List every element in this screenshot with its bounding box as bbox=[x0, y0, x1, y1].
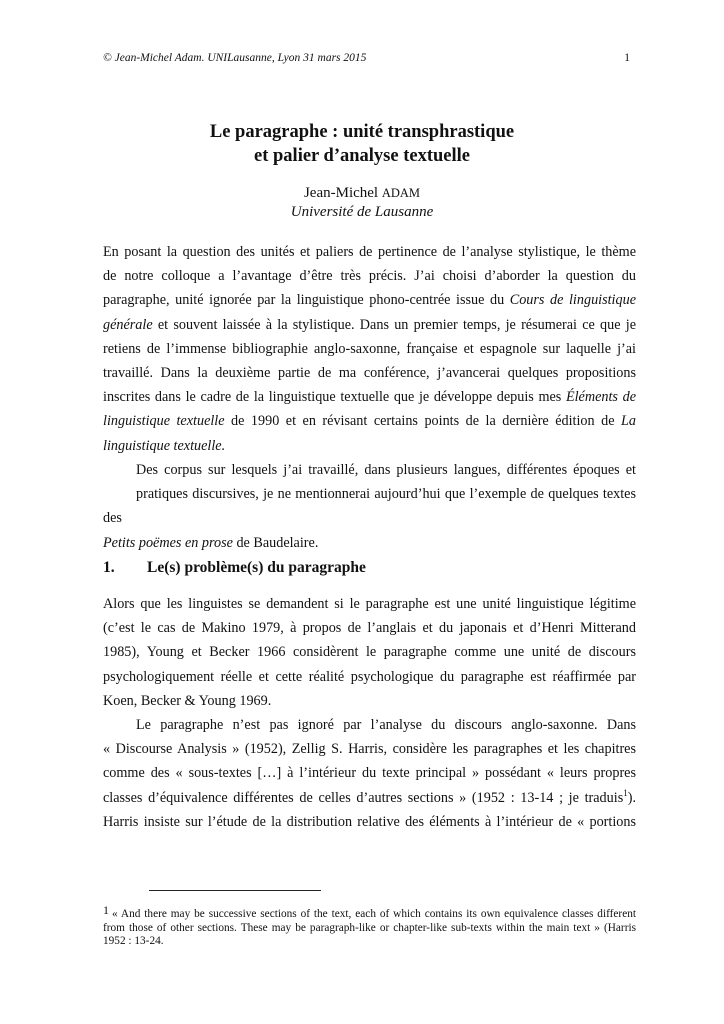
book-title-linguistique: La bbox=[621, 413, 636, 430]
footnote-ref[interactable]: 1 bbox=[623, 787, 628, 798]
text-line: comme des « sous-textes […] à l’intérieur du texte principal » possédant « leurs propres bbox=[103, 765, 636, 782]
author-name bbox=[0, 184, 724, 203]
text-line: En posant la question des unités et paliers de pertinence de l’analyse stylistique, le thème bbox=[103, 244, 636, 260]
text-line: générale et souvent laissée à la stylistique. Dans un premier temps, je résumerai ce que je bbox=[103, 316, 636, 333]
section-title: Le(s) problème(s) du paragraphe bbox=[147, 559, 366, 576]
text-line: linguistique textuelle de 1990 et en révisant certains points de la dernière édition de La bbox=[103, 413, 636, 430]
book-title-cours: Cours de linguistique bbox=[509, 292, 636, 309]
author-first-name: Jean-Michel bbox=[303, 185, 382, 201]
text-line: psychologiquement réelle et cette réalité psychologique du paragraphe est réaffirmée par bbox=[103, 668, 636, 685]
paragraph-linguists bbox=[103, 592, 636, 713]
document-title bbox=[0, 120, 724, 168]
paragraph-harris bbox=[103, 713, 636, 834]
page-number: 1 bbox=[624, 52, 630, 64]
book-title-baudelaire: Petits poëmes en prose bbox=[103, 534, 233, 551]
running-header bbox=[103, 52, 630, 64]
footnote bbox=[103, 904, 636, 949]
text-line: Le paragraphe n’est pas ignoré par l’analyse du discours anglo-saxonne. Dans bbox=[136, 717, 636, 733]
text-line: travaillé. Dans la deuxième partie de ma conférence, j’avancerai quelques propositions bbox=[103, 365, 636, 382]
text-line: « Discourse Analysis » (1952), Zellig S. Harris, considère les paragraphes et les chapitres bbox=[103, 741, 636, 758]
text-line: Alors que les linguistes se demandent si le paragraphe est une unité linguistique légitime bbox=[103, 596, 636, 612]
paragraph-intro bbox=[103, 240, 636, 458]
paragraph-corpus bbox=[103, 458, 636, 555]
text-line: de notre colloque a l’avantage d’être très précis. J’ai choisi d’aborder la question du bbox=[103, 268, 636, 285]
book-title-elements-cont: linguistique textuelle bbox=[103, 413, 225, 430]
section-heading bbox=[103, 556, 636, 580]
text-line: Petits poëmes en prose de Baudelaire. bbox=[103, 534, 319, 551]
text-line: inscrites dans le cadre de la linguistique textuelle que je développe depuis mes Éléments de bbox=[103, 389, 636, 406]
running-head-text: © Jean-Michel Adam. UNILausanne, Lyon 31 mars 2015 bbox=[103, 52, 367, 64]
text-line: 1985), Young et Becker 1966 considèrent le paragraphe comme une unité de discours bbox=[103, 644, 636, 661]
text-line: (c’est le cas de Makino 1979, à propos de l’anglais et du japonais et d’Henri Mitterand bbox=[103, 620, 636, 637]
text-line: linguistique textuelle. bbox=[103, 437, 226, 454]
book-title-elements: Éléments de bbox=[565, 389, 636, 406]
title-line-1: Le paragraphe : unité transphrastique bbox=[209, 122, 515, 142]
text-line: Des corpus sur lesquels j’ai travaillé, dans plusieurs langues, différentes époques et bbox=[136, 462, 636, 478]
text-line: Koen, Becker & Young 1969. bbox=[103, 692, 272, 709]
footnote-text: « And there may be successive sections of the text, each of which contains its own equivalence classes different from those of other sections. These may be paragraph-like or chapter-like sub-texts within the main text » (Harris 1952 : 13-24. bbox=[103, 908, 636, 947]
footnote-separator bbox=[149, 890, 321, 891]
book-title-cours-cont: générale bbox=[103, 316, 153, 333]
author-affiliation: Université de Lausanne bbox=[290, 204, 434, 220]
footnote-number: 1 bbox=[103, 903, 109, 917]
text-line: pratiques discursives, je ne mentionnerai aujourd’hui que l’exemple de quelques textes des bbox=[103, 486, 636, 527]
text-line: Harris insiste sur l’étude de la distribution relative des éléments à l’intérieur de « portions bbox=[103, 813, 636, 830]
title-line-2: et palier d’analyse textuelle bbox=[254, 146, 470, 166]
author-block bbox=[0, 184, 724, 222]
text-line: retiens de l’immense bibliographie anglo-saxonne, française et espagnole sur laquelle j’ai bbox=[103, 340, 636, 357]
author-last-name: ADAM bbox=[381, 186, 421, 200]
text-line: classes d’équivalence différentes de celles d’autres sections » (1952 : 13-14 ; je traduis$^1$). bbox=[103, 787, 636, 806]
text-line: paragraphe, unité ignorée par la linguistique phono-centrée issue du Cours de linguistique bbox=[103, 292, 636, 309]
section-number: 1. bbox=[103, 559, 115, 576]
